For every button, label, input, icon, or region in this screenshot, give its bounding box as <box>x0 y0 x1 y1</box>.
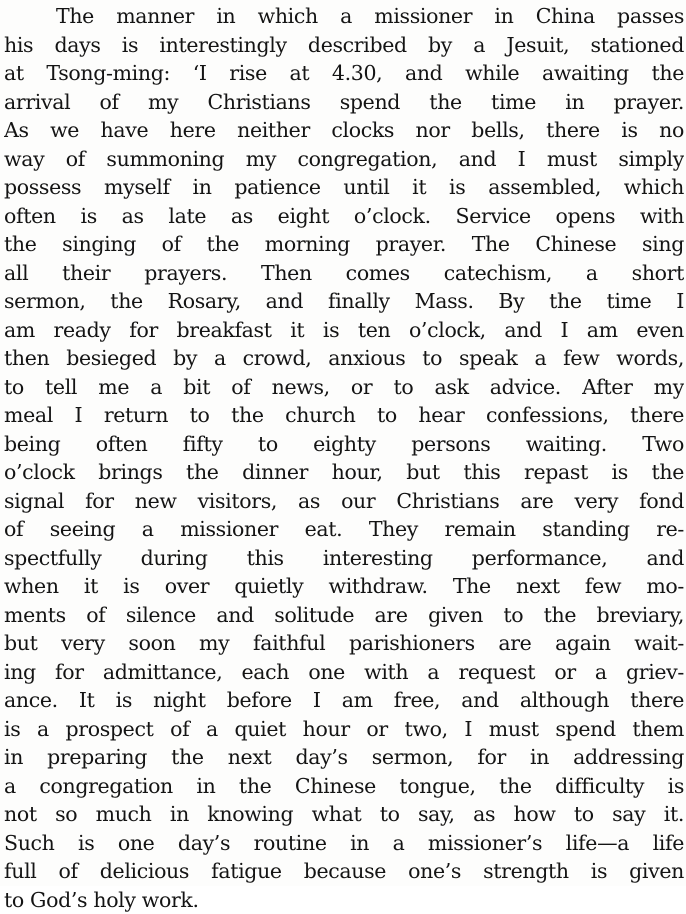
text-line: his days is interestingly described by a Jesuit, stationed <box>4 31 684 60</box>
text-line: arrival of my Christians spend the time in prayer. <box>4 88 684 117</box>
text-line: in preparing the next day’s sermon, for in addressing <box>4 743 684 772</box>
text-line: when it is over quietly withdraw. The next few mo- <box>4 572 684 601</box>
text-line: As we have here neither clocks nor bells, there is no <box>4 116 684 145</box>
text-line: but very soon my faithful parishioners are again wait- <box>4 629 684 658</box>
body-paragraph <box>4 2 684 914</box>
text-line: Such is one day’s routine in a missioner’s life—a life <box>4 829 684 858</box>
text-line: ing for admittance, each one with a request or a griev- <box>4 658 684 687</box>
text-line: way of summoning my congregation, and I must simply <box>4 145 684 174</box>
text-line: possess myself in patience until it is assembled, which <box>4 173 684 202</box>
text-line: spectfully during this interesting performance, and <box>4 544 684 573</box>
text-line: a congregation in the Chinese tongue, the difficulty is <box>4 772 684 801</box>
text-line: ments of silence and solitude are given to the breviary, <box>4 601 684 630</box>
text-line: to tell me a bit of news, or to ask advice. After my <box>4 373 684 402</box>
text-line: the singing of the morning prayer. The Chinese sing <box>4 230 684 259</box>
text-line: The manner in which a missioner in China passes <box>4 2 684 31</box>
text-line: all their prayers. Then comes catechism, a short <box>4 259 684 288</box>
text-line: am ready for breakfast it is ten o’clock, and I am even <box>4 316 684 345</box>
text-line: to God’s holy work. <box>4 886 684 914</box>
text-line: full of delicious fatigue because one’s strength is given <box>4 857 684 886</box>
text-line: being often fifty to eighty persons waiting. Two <box>4 430 684 459</box>
text-line: o’clock brings the dinner hour, but this repast is the <box>4 458 684 487</box>
text-line: sermon, the Rosary, and finally Mass. By the time I <box>4 287 684 316</box>
text-line: meal I return to the church to hear confessions, there <box>4 401 684 430</box>
text-line: not so much in knowing what to say, as how to say it. <box>4 800 684 829</box>
text-line: at Tsong-ming: ‘I rise at 4.30, and while awaiting the <box>4 59 684 88</box>
text-line: ance. It is night before I am free, and although there <box>4 686 684 715</box>
text-line: signal for new visitors, as our Christians are very fond <box>4 487 684 516</box>
text-line: is a prospect of a quiet hour or two, I must spend them <box>4 715 684 744</box>
text-line: of seeing a missioner eat. They remain standing re- <box>4 515 684 544</box>
text-line: then besieged by a crowd, anxious to speak a few words, <box>4 344 684 373</box>
text-line: often is as late as eight o’clock. Service opens with <box>4 202 684 231</box>
